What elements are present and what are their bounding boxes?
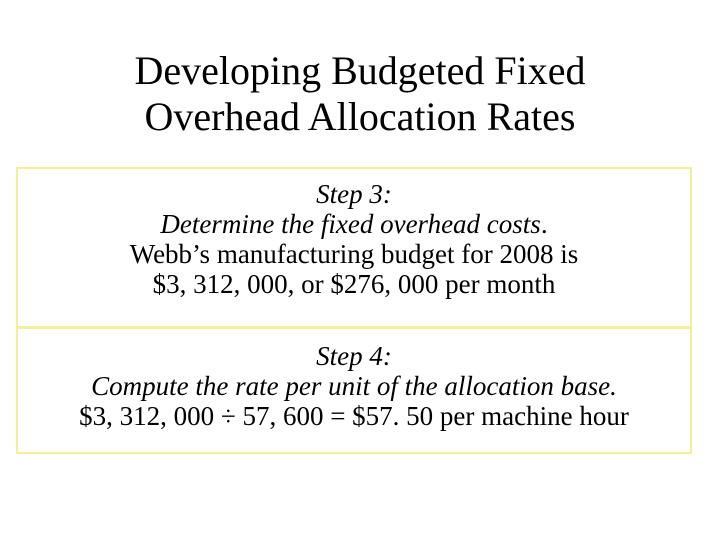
- title-line-2: Overhead Allocation Rates: [144, 94, 576, 139]
- step-4-subheading: Compute the rate per unit of the allocation base.: [91, 371, 617, 401]
- step-3-subheading-period: .: [540, 209, 548, 239]
- slide-title: [0, 48, 720, 140]
- step-3-budget-text: Webb’s manufacturing budget for 2008 is: [129, 239, 579, 269]
- step-3-subheading-text: Determine the fixed overhead costs: [160, 209, 541, 239]
- step-4-box: [16, 327, 692, 454]
- step-3-box: [16, 167, 692, 328]
- step-3-subheading: [18, 209, 690, 239]
- title-line-1: Developing Budgeted Fixed: [134, 48, 586, 93]
- step-4-rate-calculation: $3, 312, 000 ÷ 57, 600 = $57. 50 per machine hour: [79, 401, 629, 431]
- step-3-heading: Step 3:: [316, 179, 392, 209]
- step-4-heading: Step 4:: [316, 341, 392, 371]
- step-3-budget-amount: $3, 312, 000, or $276, 000 per month: [152, 269, 556, 299]
